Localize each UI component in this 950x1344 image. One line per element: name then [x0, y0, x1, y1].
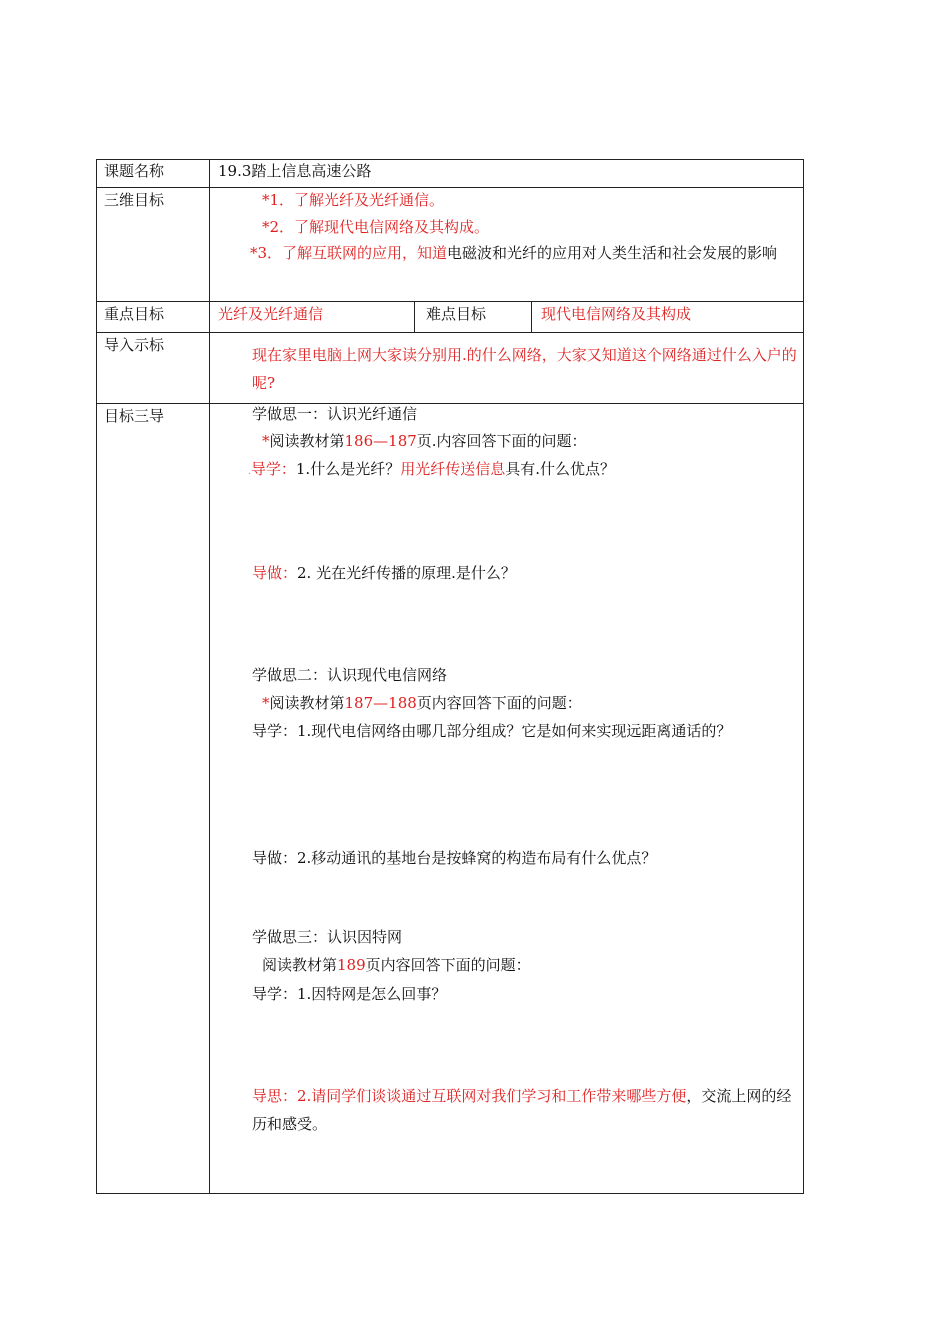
section-1-question-2: 导做：2. 光在光纤传播的原理.是什么？: [252, 564, 516, 582]
table-border-right: [803, 159, 804, 1194]
section-1-pages: 186—187: [344, 432, 417, 450]
marker-dot: .: [248, 467, 251, 477]
section-2-reading: *阅读教材第187—188页内容回答下面的问题：: [262, 694, 582, 712]
goal-3-black: 电磁波和光纤的应用对人类生活和社会发展的影响: [447, 244, 778, 262]
row-label-intro: 导入示标: [104, 336, 165, 354]
row-label-guide: 目标三导: [104, 407, 165, 425]
section-3-q2-black: ，交流上网的经历和感受。: [252, 1087, 792, 1133]
section-3-pages: 189: [337, 956, 366, 974]
section-1-q1-highlight: 用光纤传送信息: [400, 460, 506, 478]
row-divider-2: [96, 301, 804, 302]
row-divider-4: [96, 403, 804, 404]
section-1-q1-label: 导学：: [250, 460, 296, 478]
difficult-target-value: 现代电信网络及其构成: [541, 305, 692, 323]
section-1-reading: *阅读教材第186—187页.内容回答下面的问题：: [262, 432, 587, 450]
row-divider-3: [96, 332, 804, 333]
section-3-reading: 阅读教材第189页内容回答下面的问题：: [262, 956, 531, 974]
section-3-heading: 学做思三：认识因特网: [252, 928, 403, 946]
goal-2: *2．了解现代电信网络及其构成。: [262, 218, 490, 236]
section-3-question-1: 导学：1.因特网是怎么回事？: [252, 985, 447, 1003]
goal-3-red: *3．了解互联网的应用，知道: [250, 244, 448, 262]
goal-1: *1．了解光纤及光纤通信。: [262, 191, 445, 209]
difficult-target-label: 难点目标: [426, 305, 487, 323]
table-border-left: [96, 159, 97, 1194]
key-target-value: 光纤及光纤通信: [218, 305, 324, 323]
table-column-divider: [209, 159, 210, 1194]
section-1-star: *: [262, 432, 270, 450]
goal-3: [218, 239, 798, 267]
section-1-q2-label: 导做：: [252, 564, 298, 582]
section-3-question-2: [252, 1082, 798, 1138]
section-3-q2-red: 导思：2.请同学们谈谈通过互联网对我们学习和工作带来哪些方便: [252, 1087, 687, 1105]
intro-text: 现在家里电脑上网大家读分别用.的什么网络，大家又知道这个网络通过什么入户的呢?: [252, 346, 797, 392]
table-border-top: [96, 159, 804, 160]
row-divider-1: [96, 187, 804, 188]
table-border-bottom: [96, 1193, 804, 1194]
row-label-title: 课题名称: [104, 162, 165, 180]
lesson-title: 19.3踏上信息高速公路: [218, 162, 372, 180]
section-1-heading: 学做思一：认识光纤通信: [252, 405, 418, 423]
section-2-question-1: 导学：1.现代电信网络由哪几部分组成？它是如何来实现远距离通话的？: [252, 722, 732, 740]
key-row-divider-b: [531, 301, 532, 333]
section-1-question-1: .导学：1.什么是光纤？用光纤传送信息具有.什么优点？: [248, 460, 615, 478]
section-2-pages: 187—188: [344, 694, 417, 712]
row-label-goals: 三维目标: [104, 191, 165, 209]
section-2-star: *: [262, 694, 270, 712]
section-2-heading: 学做思二：认识现代电信网络: [252, 666, 448, 684]
key-row-divider-a: [414, 301, 415, 333]
row-label-key: 重点目标: [104, 305, 165, 323]
section-2-question-2: 导做：2.移动通讯的基地台是按蜂窝的构造布局有什么优点？: [252, 849, 657, 867]
